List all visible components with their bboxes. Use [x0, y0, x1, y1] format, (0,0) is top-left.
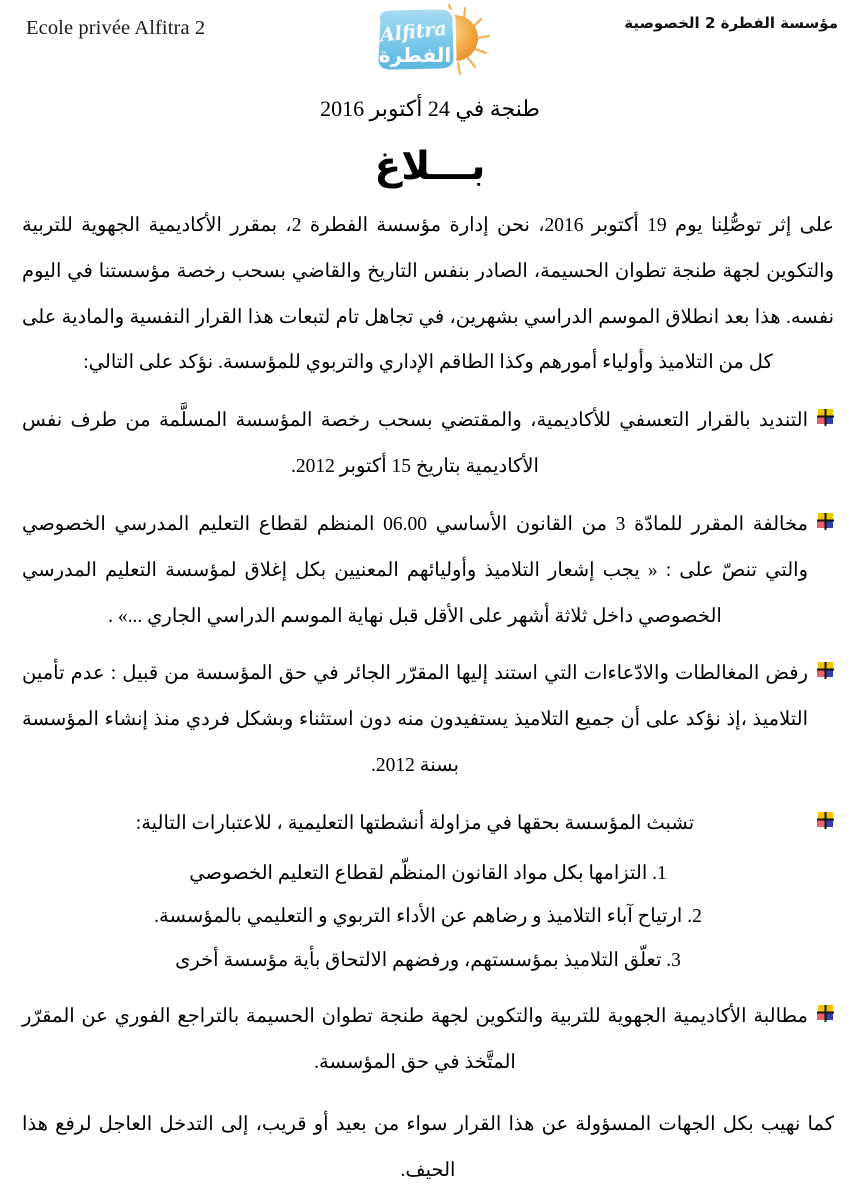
logo-latin-text: Alfitra	[378, 17, 448, 47]
bullet-item-1	[22, 398, 834, 490]
list-item-number: 3.	[666, 950, 681, 972]
page-title: بـــلاغ	[374, 144, 486, 189]
intro-paragraph: على إثر توصُّلِنا يوم 19 أكتوبر 2016، نحن إدارة مؤسسة الفطرة 2، بمقرر الأكاديمية الجهوية للتربية والتكوين لجهة طنجة تطوان الحسيمة، الصادر بنفس التاريخ والقاضي بسحب رخصة مؤسستنا في اليوم نفسه. هذا بعد انطلاق الموسم الدراسي بشهرين، في تجاهل تام لتبعات هذا القرار النفسية والمادية على كل من التلاميذ وأولياء أمورهم وكذا الطاقم الإداري والتربوي للمؤسسة. نؤكد على التالي:	[22, 215, 834, 374]
numbered-list	[22, 853, 834, 983]
bullet-text-3: رفض المغالطات والادّعاءات التي استند إليها المقرّر الجائر في حق المؤسسة من قبيل : عدم تأمين التلاميذ ،إذ نؤكد على أن جميع التلاميذ يستفيدون منه دون استثناء وبشكل فردي منذ إنشاء المؤسسة بسنة 2012.	[22, 663, 808, 776]
list-item-number: 2.	[687, 906, 702, 928]
bullet-text-2: مخالفة المقرر للمادّة 3 من القانون الأساسي 06.00 المنظم لقطاع التعليم المدرسي الخصوصي والتي تنصّ على : « يجب إشعار التلاميذ وأوليائهم المعنيين بكل إغلاق لمؤسسة التعليم المدرسي الخصوصي داخل ثلاثة أشهر على الأقل قبل نهاية الموسم الدراسي الجاري ...» .	[22, 513, 808, 627]
list-item	[22, 896, 834, 938]
mondrian-bullet-icon	[817, 513, 834, 530]
school-name-arabic: مؤسسة الفطرة 2 الخصوصية	[624, 14, 838, 32]
list-item-label: التزامها بكل مواد القانون المنظّم لقطاع التعليم الخصوصي	[189, 862, 648, 884]
bullet-item-3	[22, 651, 834, 788]
list-item-label: تعلّق التلاميذ بمؤسستهم، ورفضهم الالتحاق بأية مؤسسة أخرى	[175, 950, 662, 972]
list-item	[22, 853, 834, 895]
logo-arabic-text: الفطرة	[378, 43, 452, 67]
bullet-item-5	[22, 994, 834, 1086]
bullet-text-1: التنديد بالقرار التعسفي للأكاديمية، والمقتضي بسحب رخصة المؤسسة المسلَّمة من طرف نفس الأكاديمية بتاريخ 15 أكتوبر 2012.	[22, 410, 808, 478]
mondrian-bullet-icon	[817, 409, 834, 426]
bullet-item-4	[22, 801, 834, 847]
closing-paragraph: كما نهيب بكل الجهات المسؤولة عن هذا القرار سواء من بعيد أو قريب، إلى التدخل العاجل لرفع هذا الحيف.	[22, 1113, 834, 1181]
bullet-text-4: تشبث المؤسسة بحقها في مزاولة أنشطتها التعليمية ، للاعتبارات التالية:	[135, 812, 695, 834]
list-item	[22, 940, 834, 982]
date-line: طنجة في 24 أكتوبر 2016	[320, 96, 540, 121]
list-item-number: 1.	[652, 862, 667, 884]
alfitra-logo	[365, 2, 495, 80]
document-body	[0, 203, 860, 1194]
letterhead	[0, 0, 860, 86]
list-item-label: ارتياح آباء التلاميذ و رضاهم عن الأداء التربوي و التعليمي بالمؤسسة.	[154, 906, 683, 928]
bullet-text-5: مطالبة الأكاديمية الجهوية للتربية والتكوين لجهة طنجة تطوان الحسيمة بالتراجع الفوري عن المقرّر المتَّخذ في حق المؤسسة.	[22, 1006, 808, 1074]
mondrian-bullet-icon	[817, 662, 834, 679]
mondrian-bullet-icon	[817, 1005, 834, 1022]
bullet-item-2	[22, 502, 834, 639]
logo-svg	[365, 2, 495, 80]
mondrian-bullet-icon	[817, 812, 834, 829]
school-name-french: Ecole privée Alfitra 2	[26, 17, 206, 39]
